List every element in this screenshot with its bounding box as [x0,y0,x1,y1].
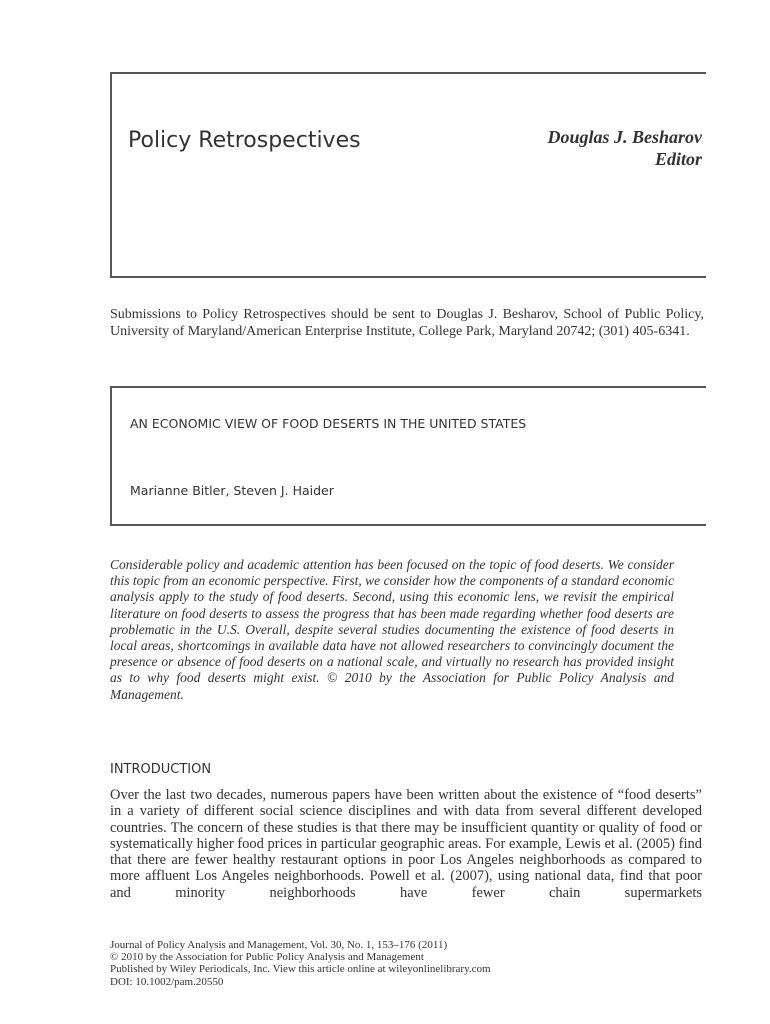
editor-name: Douglas J. Besharov [547,127,702,147]
article-header-box [110,386,706,526]
article-authors: Marianne Bitler, Steven J. Haider [130,483,334,498]
introduction-heading: INTRODUCTION [110,762,212,777]
article-title: AN ECONOMIC VIEW OF FOOD DESERTS IN THE UNITED STATES [130,416,527,431]
editor-role: Editor [654,149,702,169]
abstract: Considerable policy and academic attention has been focused on the topic of food deserts. We consider this topic from an economic perspective. First, we consider how the components of a standard economic analysis apply to the study of food deserts. Second, using this economic lens, we revisit the empirical literature on food deserts to assess the progress that has been made regarding whether food deserts are problematic in the U.S. Overall, despite several studies documenting the existence of food deserts in local areas, shortcomings in available data have not allowed researchers to convincingly document the presence or absence of food deserts on a national scale, and virtually no research has provided insight as to why food deserts might exist. © 2010 by the Association for Public Policy Analysis and Management. [110,557,674,702]
footer-copyright: © 2010 by the Association for Public Policy Analysis and Management [110,951,424,964]
journal-footer [110,939,710,988]
footer-doi: DOI: 10.1002/pam.20550 [110,975,224,988]
section-title: Policy Retrospectives [128,128,361,153]
editor-block [547,126,702,170]
introduction-text: Over the last two decades, numerous papers have been written about the existence of “food deserts” in a variety of different social science disciplines and with data from several different developed countries. The concern of these studies is that there may be insufficient quantity or quality of food or systematically higher food prices in particular geographic areas. For example, Lewis et al. (2005) find that there are fewer healthy restaurant options in poor Los Angeles neighborhoods as compared to more affluent Los Angeles neighborhoods. Powell et al. (2007), using national data, find that poor and minority neighborhoods have fewer chain supermarkets [110,787,702,901]
submissions-note: Submissions to Policy Retrospectives should be sent to Douglas J. Besharov, School of Public Policy, University of Maryland/American Enterprise Institute, College Park, Maryland 20742; (301) 405-6341. [110,307,704,339]
section-header-box [110,72,706,278]
footer-publisher: Published by Wiley Periodicals, Inc. View this article online at wileyonlinelibrary.com [110,963,491,976]
footer-journal-citation: Journal of Policy Analysis and Management, Vol. 30, No. 1, 153–176 (2011) [110,939,448,951]
